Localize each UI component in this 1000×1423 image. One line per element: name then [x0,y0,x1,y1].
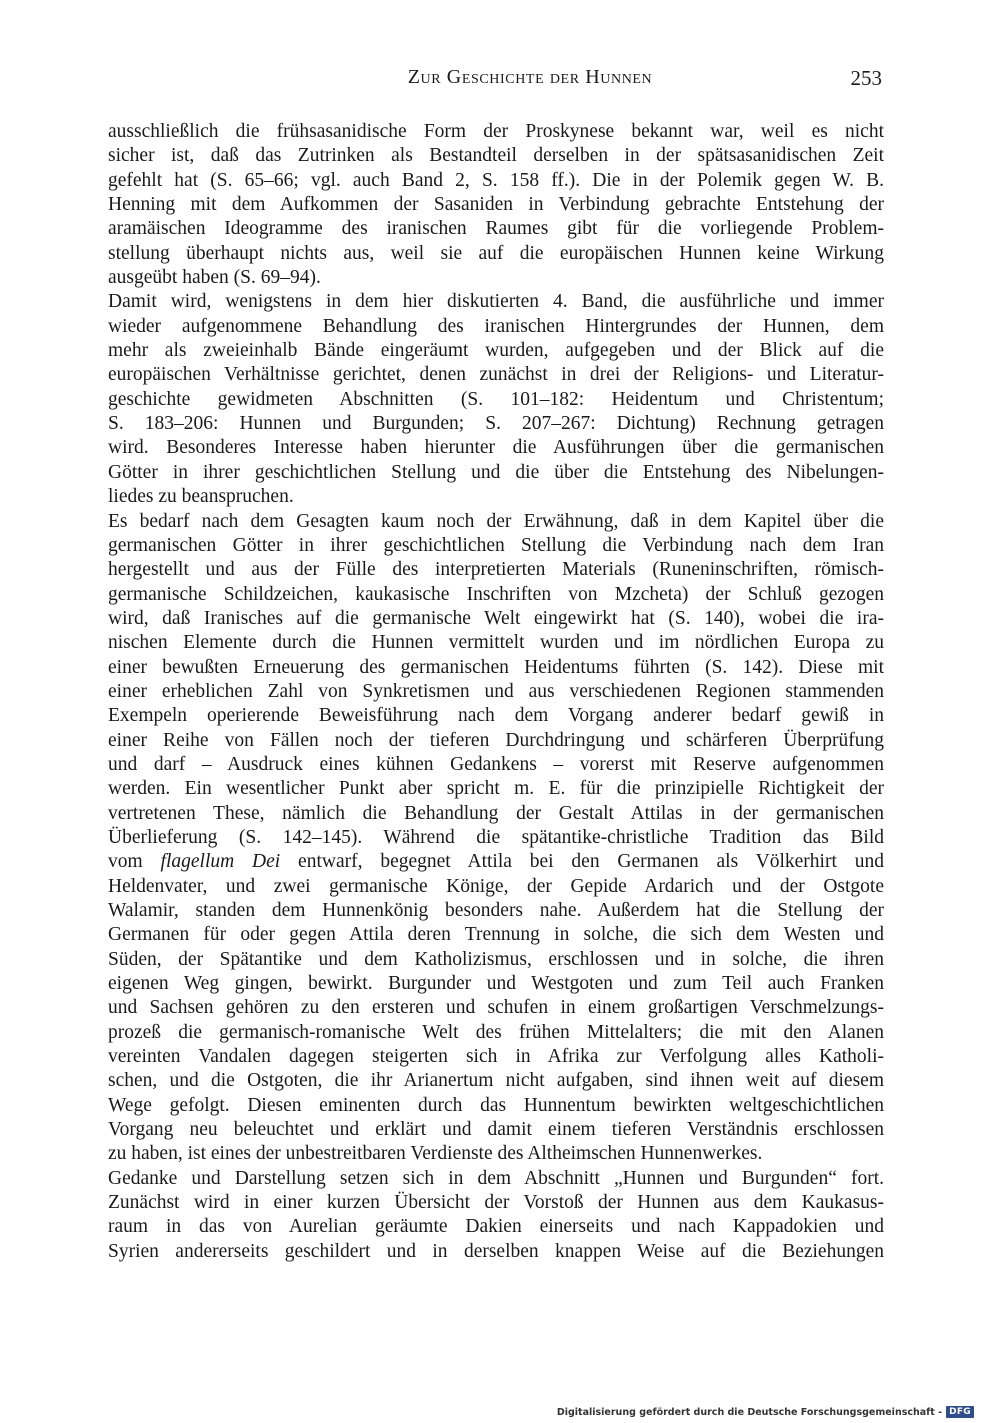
text-line: raum in das von Aurelian geräumte Dakien einerseits und nach Kappadokien und [108,1216,884,1238]
text-line: einer erheblichen Zahl von Synkretismen und aus verschiedenen Regionen stammenden [108,680,884,702]
text-line: schen, und die Ostgoten, die ihr Arianertum nicht aufgaben, sind ihnen weit auf diesem [108,1070,884,1092]
text-line: wird. Besonderes Interesse haben hierunter die Ausführungen über die germanischen [108,437,884,459]
text-line: liedes zu beanspruchen. [108,486,294,508]
body-text [108,120,884,1264]
text-line: prozeß die germanisch-romanische Welt des frühen Mittelalters; die mit den Alanen [108,1021,884,1043]
text-line: aramäischen Ideogramme des iranischen Raumes gibt für die vorliegende Problem- [108,218,884,240]
text-line: vereinten Vandalen dagegen steigerten sich in Afrika zur Verfolgung alles Katholi- [108,1046,884,1068]
paragraph-1 [108,120,884,290]
page-number: 253 [850,66,882,90]
paragraph-3 [108,510,884,1167]
text-line: einer bewußten Erneuerung des germanischen Heidentums führten (S. 142). Diese mit [108,656,884,678]
text-line: Henning mit dem Aufkommen der Sasaniden in Verbindung gebrachte Entstehung der [108,194,884,216]
text-line: wieder aufgenommene Behandlung des iranischen Hintergrundes der Hunnen, dem [108,315,884,337]
text-line: Gedanke und Darstellung setzen sich in dem Abschnitt „Hunnen und Burgunden“ fort. [108,1167,884,1189]
text-line: germanische Schildzeichen, kaukasische Inschriften von Mzcheta) der Schluß gezogen [108,583,884,605]
text-line: stellung überhaupt nichts aus, weil sie auf die europäischen Hunnen keine Wirkung [108,242,884,264]
credit-text: Digitalisierung gefördert durch die Deutsche Forschungsgemeinschaft - [556,1406,943,1418]
text-line: und Sachsen gehören zu den ersteren und schufen in einem großartigen Verschmelzungs- [108,997,884,1019]
text-line: ausgeübt haben (S. 69–94). [108,267,321,289]
text-line: nischen Elemente durch die Hunnen vermittelt wurden und im nördlichen Europa zu [108,632,884,654]
text-line: Süden, der Spätantike und dem Katholizismus, erschlossen und in solche, die ihren [108,948,884,970]
text-line: Es bedarf nach dem Gesagten kaum noch der Erwähnung, daß in dem Kapitel über die [108,510,884,532]
text-line: Germanen für oder gegen Attila deren Trennung in solche, die sich dem Westen und [108,924,884,946]
paragraph-4 [108,1167,884,1264]
text-line: europäischen Verhältnisse gerichtet, denen zunächst in drei der Religions- und Literatur- [108,364,884,386]
text-line: einer Reihe von Fällen noch der tieferen Durchdringung und schärferen Überprüfung [108,729,884,751]
italic-phrase: flagellum Dei [160,851,281,873]
paragraph-2 [108,290,884,509]
text-line: hergestellt und aus der Fülle des interpretierten Materials (Runeninschriften, römisch- [108,559,884,581]
running-title: Zur Geschichte der Hunnen [407,66,653,88]
text-line: mehr als zweieinhalb Bände eingeräumt wurden, aufgegeben und der Blick auf die [108,340,884,362]
page-header [108,66,884,96]
text-line: geschichte gewidmeten Abschnitten (S. 101–182: Heidentum und Christentum; [108,388,884,410]
text-line: eigenen Weg gingen, bewirkt. Burgunder und Westgoten und zum Teil auch Franken [108,973,884,995]
text-line: sicher ist, daß das Zutrinken als Bestandteil derselben in der spätsasanidischen Zeit [108,145,884,167]
text-line: und darf – Ausdruck eines kühnen Gedankens – vorerst mit Reserve aufgenommen [108,753,884,775]
line-rest: entwarf, begegnet Attila bei den Germanen als Völkerhirt und [280,851,884,873]
text-line: Wege gefolgt. Diesen eminenten durch das Hunnentum bewirkten weltgeschichtlichen [108,1094,884,1116]
text-line: Vorgang neu beleuchtet und erklärt und damit einem tieferen Verständnis erschlossen [108,1119,884,1141]
text-line: vertretenen These, nämlich die Behandlung der Gestalt Attilas in der germanischen [108,802,884,824]
text-line: werden. Ein wesentlicher Punkt aber spricht m. E. für die prinzipielle Richtigkeit der [108,778,884,800]
line-start: vom [108,851,161,873]
text-line: germanischen Götter in ihrer geschichtlichen Stellung die Verbindung nach dem Iran [108,534,884,556]
text-line: Syrien andererseits geschildert und in derselben knappen Weise auf die Beziehungen [108,1240,884,1262]
text-line: Zunächst wird in einer kurzen Übersicht der Vorstoß der Hunnen aus dem Kaukasus- [108,1192,884,1214]
text-line: wird, daß Iranisches auf die germanische Welt eingewirkt hat (S. 140), wobei die ira- [108,607,884,629]
text-line: Exempeln operierende Beweisführung nach dem Vorgang anderer bedarf gewiß in [108,705,884,727]
text-line: Damit wird, wenigstens in dem hier diskutierten 4. Band, die ausführliche und immer [108,291,884,313]
digitization-credit [557,1404,974,1420]
text-line: S. 183–206: Hunnen und Burgunden; S. 207–267: Dichtung) Rechnung getragen [108,413,884,435]
text-line: zu haben, ist eines der unbestreitbaren Verdienste des Altheimschen Hunnenwerkes. [108,1143,763,1165]
text-line-with-italic [108,850,884,874]
text-line: Walamir, standen dem Hunnenkönig besonders nahe. Außerdem hat die Stellung der [108,900,884,921]
dfg-logo: DFG [946,1406,974,1418]
text-line: gefehlt hat (S. 65–66; vgl. auch Band 2, S. 158 ff.). Die in der Polemik gegen W. B. [108,169,884,191]
text-line: Heldenvater, und zwei germanische Könige, der Gepide Ardarich und der Ostgote [108,875,884,897]
text-line: Überlieferung (S. 142–145). Während die spätantike-christliche Tradition das Bild [108,826,884,848]
text-line: Götter in ihrer geschichtlichen Stellung und die über die Entstehung des Nibelungen- [108,461,884,483]
text-line: ausschließlich die frühsasanidische Form der Proskynese bekannt war, weil es nicht [108,121,884,142]
